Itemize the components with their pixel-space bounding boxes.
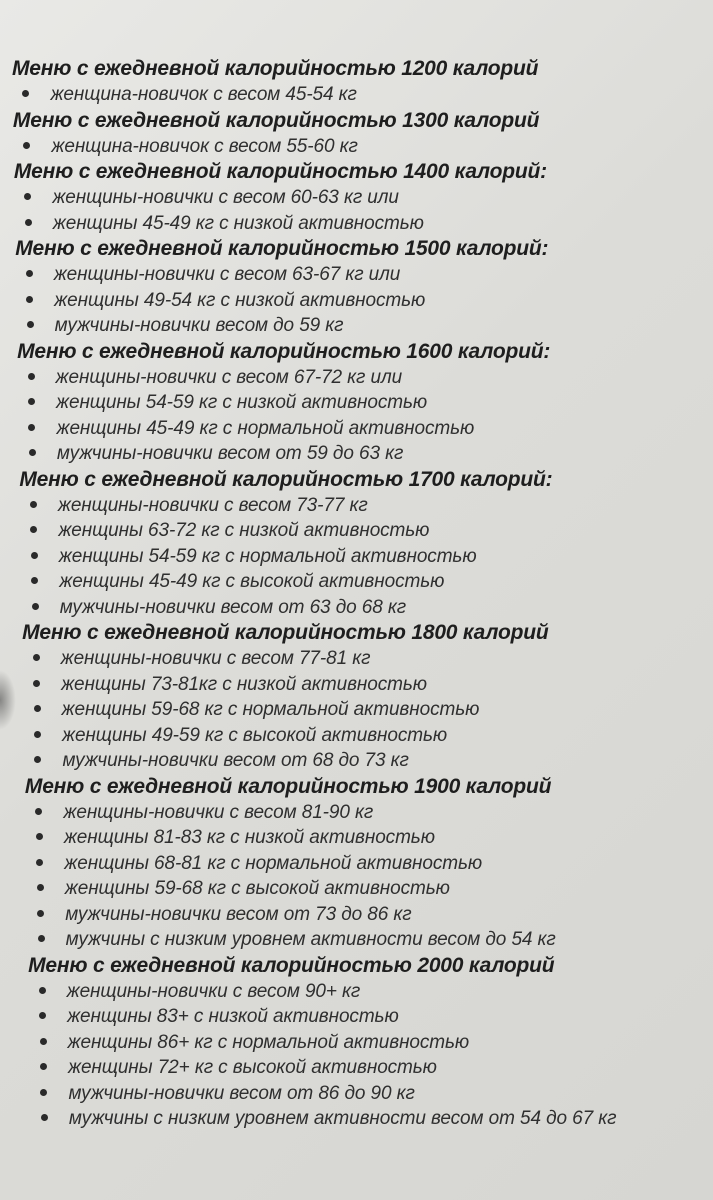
list-item-text: женщины 81-83 кг с низкой активностью: [63, 827, 435, 848]
list-item: [0, 365, 713, 391]
list-item-text: женщины 45-49 кг с нормальной активностью: [56, 417, 475, 439]
bullet-icon: [34, 705, 41, 712]
list-item-text: мужчины-новички весом от 73 до 86 кг: [65, 903, 412, 925]
list-item: [0, 646, 713, 672]
bullet-icon: [38, 935, 45, 942]
list-item: [0, 825, 713, 851]
list-item: [0, 493, 713, 519]
bullet-icon: [22, 90, 29, 97]
list-item-text: мужчины-новички весом от 59 до 63 кг: [56, 443, 404, 464]
bullet-icon: [33, 654, 40, 661]
list-item-text: женщины-новички с весом 60-63 кг или: [52, 187, 399, 208]
bullet-icon: [36, 833, 43, 840]
bullet-icon: [34, 756, 41, 763]
list-item: [0, 518, 713, 544]
document-page: [0, 56, 713, 1132]
bullet-icon: [26, 296, 33, 303]
list-item: [0, 390, 713, 416]
list-item: [0, 441, 713, 467]
list-item-text: женщины 86+ кг с нормальной активностью: [67, 1031, 470, 1053]
list-item: [0, 288, 713, 314]
list-item: [0, 876, 713, 902]
list-item-text: женщины-новички с весом 77-81 кг: [60, 648, 371, 669]
bullet-icon: [40, 1038, 47, 1045]
list-item: [0, 723, 713, 749]
list-item: [0, 595, 713, 621]
list-item-text: женщины 45-49 кг с низкой активностью: [52, 212, 424, 234]
list-item-text: женщины 73-81кг с низкой активностью: [61, 673, 427, 695]
bullet-icon: [28, 398, 35, 405]
list-item: [0, 697, 713, 723]
list-item-text: женщины 63-72 кг с низкой активностью: [58, 520, 430, 541]
list-item: [0, 800, 713, 826]
bullet-icon: [24, 193, 31, 200]
list-item: [0, 1106, 713, 1132]
bullet-icon: [39, 987, 46, 994]
bullet-icon: [28, 373, 35, 380]
list-item: [0, 672, 713, 698]
list-item: [0, 748, 713, 774]
section-1200: [0, 56, 713, 108]
bullet-icon: [31, 577, 38, 584]
list-item-text: женщины 49-54 кг с низкой активностью: [54, 289, 426, 311]
list-item: [0, 1004, 713, 1030]
list-item-text: женщины 49-59 кг с высокой активностью: [61, 724, 448, 746]
bullet-icon: [37, 910, 44, 917]
bullet-icon: [29, 449, 36, 456]
bullet-icon: [32, 603, 39, 610]
list-item: [0, 569, 713, 595]
list-item: [0, 1055, 713, 1081]
list-item-text: женщины 45-49 кг с высокой активностью: [59, 571, 445, 592]
list-item-text: женщины-новички с весом 90+ кг: [66, 980, 361, 1002]
list-item-text: мужчины с низким уровнем активности весом до 54 кг: [65, 929, 556, 950]
list-item-text: женщина-новичок с весом 45-54 кг: [50, 84, 357, 105]
list-item: [0, 313, 713, 339]
bullet-icon: [35, 808, 42, 815]
list-item: [0, 902, 713, 928]
section-heading: Меню с ежедневной калорийностью 1200 калорий: [12, 57, 539, 80]
bullet-icon: [30, 526, 37, 533]
bullet-icon: [30, 501, 37, 508]
list-item-text: мужчины-новички весом от 63 до 68 кг: [59, 596, 407, 618]
bullet-icon: [31, 552, 38, 559]
bullet-icon: [41, 1114, 48, 1121]
list-item-text: мужчины с низким уровнем активности весом от 54 до 67 кг: [68, 1108, 617, 1129]
section-1500: [0, 236, 713, 339]
section-heading: Меню с ежедневной калорийностью 1300 калорий: [12, 108, 540, 132]
list-item-text: женщины-новички с весом 67-72 кг или: [55, 366, 403, 388]
section-1700: [0, 467, 713, 621]
list-item: [0, 416, 713, 442]
list-item-text: женщины-новички с весом 63-67 кг или: [53, 264, 401, 285]
bullet-icon: [33, 680, 40, 687]
section-heading: Меню с ежедневной калорийностью 1700 калорий:: [19, 467, 553, 491]
bullet-icon: [27, 321, 34, 328]
list-item-text: женщины-новички с весом 81-90 кг: [63, 801, 374, 823]
list-item: [0, 134, 713, 160]
list-item-text: женщины 54-59 кг с нормальной активностью: [58, 545, 477, 567]
bullet-icon: [40, 1089, 47, 1096]
bullet-icon: [36, 859, 43, 866]
bullet-icon: [39, 1012, 46, 1019]
bullet-icon: [34, 731, 41, 738]
list-item: [0, 927, 713, 953]
list-item-text: женщины 59-68 кг с высокой активностью: [64, 878, 450, 899]
bullet-icon: [23, 142, 30, 149]
list-item-text: женщины 72+ кг с высокой активностью: [67, 1057, 437, 1078]
section-1600: [0, 339, 713, 467]
list-item-text: женщины 59-68 кг с нормальной активностью: [61, 699, 480, 720]
list-item: [0, 211, 713, 237]
list-item: [0, 82, 713, 108]
list-item-text: мужчины-новички весом от 68 до 73 кг: [62, 750, 409, 771]
bullet-icon: [26, 270, 33, 277]
section-2000: [0, 953, 713, 1132]
bullet-icon: [28, 424, 35, 431]
list-item: [0, 979, 713, 1005]
section-heading: Меню с ежедневной калорийностью 1900 калорий: [24, 774, 552, 798]
section-heading: Меню с ежедневной калорийностью 1800 калорий: [22, 621, 549, 644]
list-item-text: женщины 54-59 кг с низкой активностью: [56, 392, 428, 413]
list-item-text: женщины 83+ с низкой активностью: [67, 1006, 399, 1027]
list-item: [0, 544, 713, 570]
bullet-icon: [37, 884, 44, 891]
section-heading: Меню с ежедневной калорийностью 1500 калорий:: [15, 237, 549, 260]
section-1300: [0, 108, 713, 160]
section-1800: [0, 620, 713, 774]
list-item-text: женщина-новичок с весом 55-60 кг: [51, 135, 358, 157]
bullet-icon: [25, 219, 32, 226]
list-item: [0, 262, 713, 288]
list-item-text: женщины-новички с весом 73-77 кг: [57, 494, 368, 516]
section-1900: [0, 774, 713, 953]
list-item: [0, 851, 713, 877]
list-item-text: мужчины-новички весом от 86 до 90 кг: [68, 1082, 415, 1104]
list-item-text: женщины 68-81 кг с нормальной активностью: [64, 852, 483, 874]
bullet-icon: [40, 1063, 47, 1070]
section-heading: Меню с ежедневной калорийностью 1600 калорий:: [17, 339, 551, 363]
section-heading: Меню с ежедневной калорийностью 1400 калорий:: [13, 160, 547, 183]
section-1400: [0, 159, 713, 236]
list-item: [0, 185, 713, 211]
list-item: [0, 1030, 713, 1056]
list-item-text: мужчины-новички весом до 59 кг: [54, 315, 344, 336]
list-item: [0, 1081, 713, 1107]
section-heading: Меню с ежедневной калорийностью 2000 калорий: [28, 953, 555, 977]
